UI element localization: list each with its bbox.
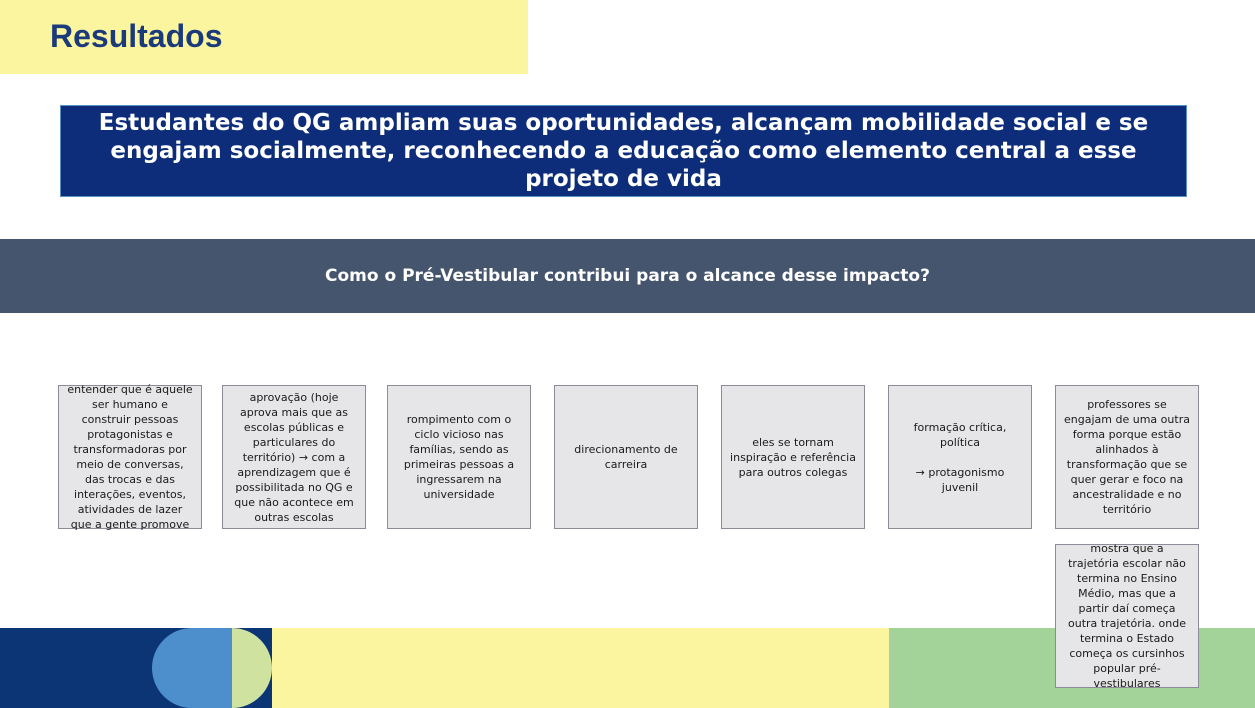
contribution-box: [387, 385, 531, 529]
contribution-box: [888, 385, 1032, 529]
contribution-box: [58, 385, 202, 529]
contribution-text: professores se engajam de uma outra forma porque estão alinhados à transformação que se quer gerar e foco na ancestralidade e no território: [1064, 398, 1190, 516]
contribution-box: [1055, 544, 1199, 688]
contribution-box: [721, 385, 865, 529]
contribution-text: rompimento com o ciclo vicioso nas famílias, sendo as primeiras pessoas a ingressarem na universidade: [403, 413, 515, 501]
contribution-text: direcionamento de carreira: [574, 443, 678, 471]
question-text: Como o Pré-Vestibular contribui para o alcance desse impacto?: [325, 266, 930, 286]
contribution-box: [222, 385, 366, 529]
contribution-text: formação crítica, política → protagonismo juvenil: [913, 420, 1007, 494]
contribution-box: [1055, 385, 1199, 529]
contribution-text: eles se tornam inspiração e referência para outros colegas: [730, 435, 856, 479]
contribution-box: [554, 385, 698, 529]
contribution-text: mostra que a trajetória escolar não termina no Ensino Médio, mas que a partir daí começa outra trajetória. onde termina o Estado começa os cursinhos popular pré-vestibulares: [1068, 542, 1186, 690]
footer-yellow-block: [272, 628, 889, 708]
contribution-text: entender que é aquele ser humano e construir pessoas protagonistas e transformadoras por meio de conversas, das trocas e das interações, eventos, atividades de lazer que a gente promove: [67, 383, 193, 531]
contribution-text: aprovação (hoje aprova mais que as escolas públicas e particulares do território) → com a aprendizagem que é possibilitada no QG e que não acontece em outras escolas: [234, 390, 354, 524]
impact-statement-box: [60, 105, 1187, 197]
page-title: Resultados: [50, 18, 223, 54]
impact-statement-text: Estudantes do QG ampliam suas oportunidades, alcançam mobilidade social e se engajam socialmente, reconhecendo a educação como elemento central a esse projeto de vida: [98, 110, 1149, 192]
footer-blue-half-circle: [152, 628, 232, 708]
question-band: [0, 239, 1255, 313]
